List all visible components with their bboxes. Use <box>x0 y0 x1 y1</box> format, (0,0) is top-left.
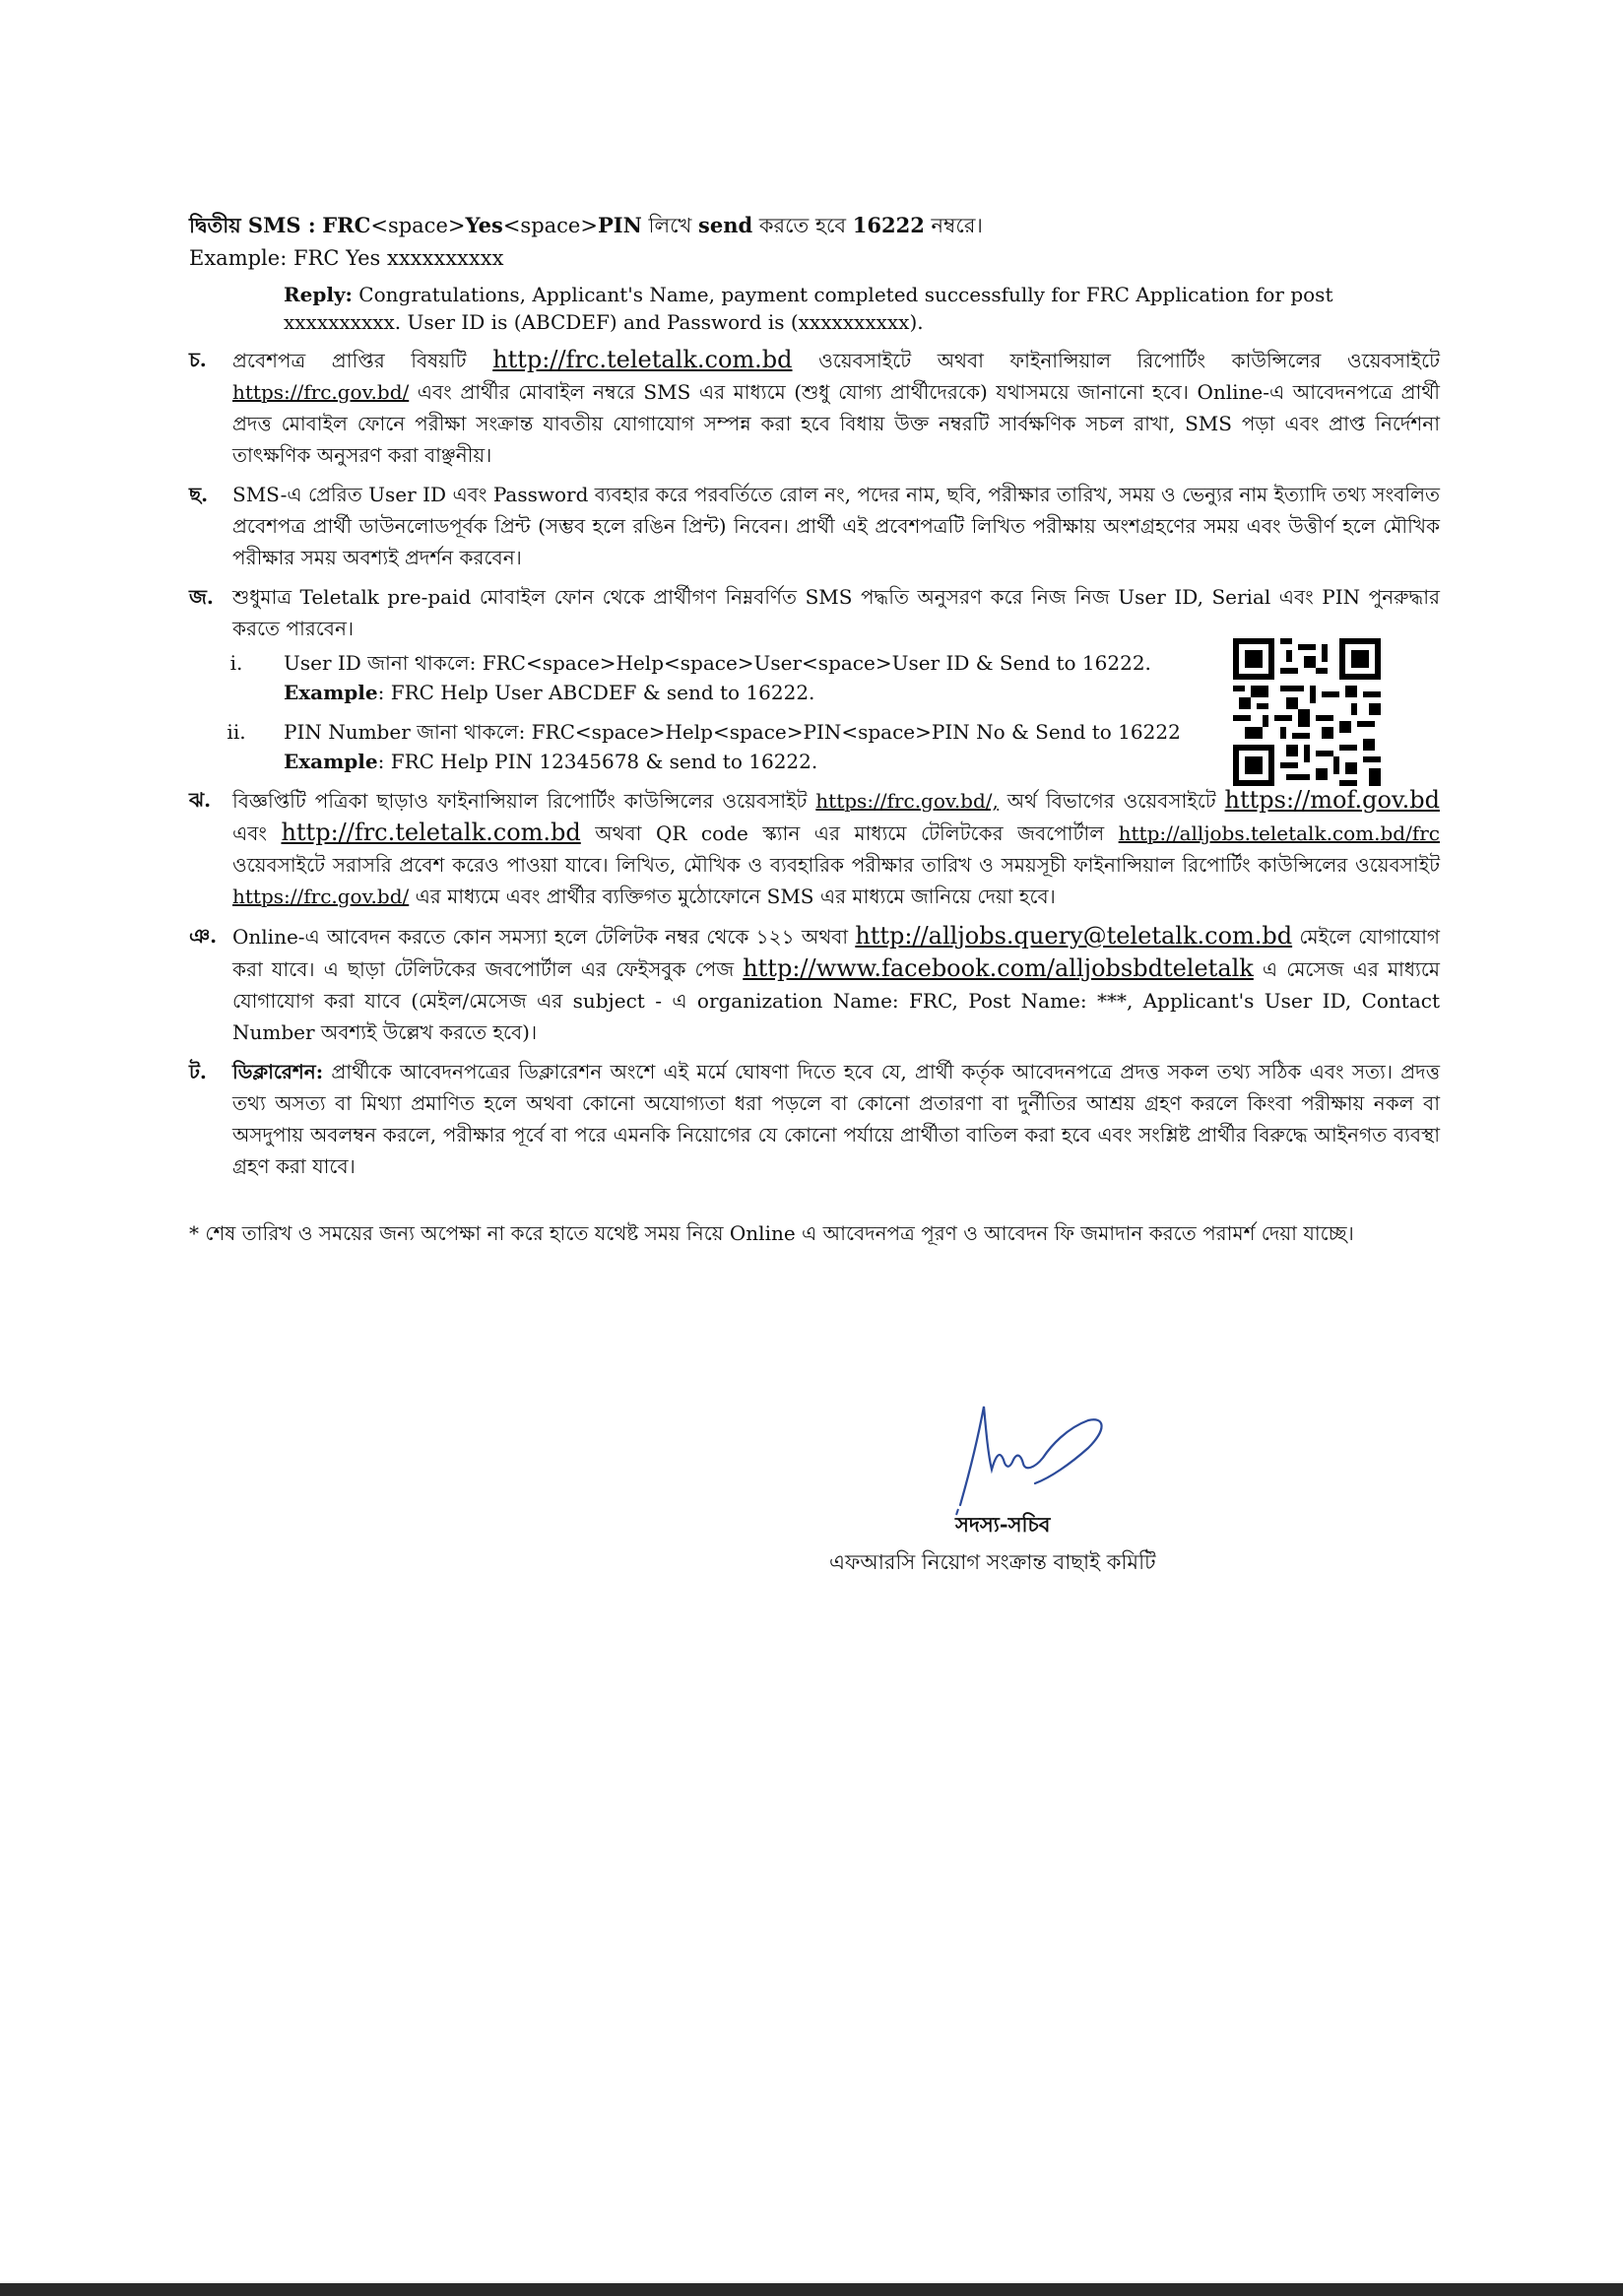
signer-title: সদস্য-সচিব <box>955 1512 1051 1537</box>
scan-edge-bar <box>0 2283 1623 2296</box>
paragraph-label: ঝ. <box>189 788 212 812</box>
frc-gov-link[interactable]: https://frc.gov.bd/, <box>815 789 999 813</box>
handwritten-signature <box>941 1399 1128 1517</box>
reply-label: Reply: <box>284 283 353 306</box>
paragraph-cha: চ. প্রবেশপত্র প্রাপ্তির বিষয়টি http://frc.teletalk.com.bd ওয়েবসাইটে অথবা ফাইনান্সিয়াল রিপোর্টিং কাউন্সিলের ওয়েবসাইটে https://frc.gov.bd/ এবং প্রার্থীর মোবাইল নম্বরে SMS এর মাধ্যমে (শুধু যোগ্য প্রার্থীদেরকে) যথাসময়ে জানানো হবে। Online-এ আবেদনপত্রে প্রার্থী প্রদত্ত মোবাইল ফোনে পরীক্ষা সংক্রান্ত যাবতীয় যোগাযোগ সম্পন্ন করা হবে বিধায় উক্ত নম্বরটি সার্বক্ষণিক সচল রাখা, SMS পড়া এবং প্রাপ্ত নির্দেশনা তাৎক্ষণিক অনুসরণ করা বাঞ্ছনীয়। <box>189 344 1440 471</box>
list-item: ii. PIN Number জানা থাকলে: FRC<space>Help<space>PIN<space>PIN No & Send to 16222 Example: FRC Help PIN 12345678 & send to 16222. <box>227 720 1181 773</box>
paragraph-label: ছ. <box>189 483 209 506</box>
paragraph-label: জ. <box>189 585 214 609</box>
second-sms-line: দ্বিতীয় SMS : FRC<space>Yes<space>PIN লিখে send করতে হবে 16222 নম্বরে। <box>189 213 983 237</box>
teletalk-link[interactable]: http://frc.teletalk.com.bd <box>281 819 581 846</box>
signer-organization: এফআরসি নিয়োগ সংক্রান্ত বাছাই কমিটি <box>829 1550 1156 1574</box>
paragraph-chha: ছ. SMS-এ প্রেরিত User ID এবং Password ব্যবহার করে পরবর্তিতে রোল নং, পদের নাম, ছবি, পরীক্ষার তারিখ, সময় ও ভেন্যুর নাম ইত্যাদি তথ্য সংবলিত প্রবেশপত্র প্রার্থী ডাউনলোডপূর্বক প্রিন্ট (সম্ভব হলে রঙিন প্রিন্ট) নিবেন। প্রার্থী এই প্রবেশপত্রটি লিখিত পরীক্ষায় অংশগ্রহণের সময় এবং উত্তীর্ণ হলে মৌখিক পরীক্ষার সময় অবশ্যই প্রদর্শন করবেন। <box>189 479 1440 573</box>
alljobs-frc-link[interactable]: http://alljobs.teletalk.com.bd/frc <box>1118 821 1440 845</box>
frc-gov-link[interactable]: https://frc.gov.bd/ <box>232 885 410 908</box>
second-sms-label: দ্বিতীয় SMS : <box>189 213 316 237</box>
document-body <box>189 209 1440 1249</box>
paragraph-nya: ঞ. Online-এ আবেদন করতে কোন সমস্যা হলে টেলিটক নম্বর থেকে ১২১ অথবা http://alljobs.query@teletalk.com.bd মেইলে যোগাযোগ করা যাবে। এ ছাড়া টেলিটকের জবপোর্টাল এর ফেইসবুক পেজ http://www.facebook.com/alljobsbdteletalk এ মেসেজ এর মাধ্যমে যোগাযোগ করা যাবে (মেইল/মেসেজ এর subject - এ organization Name: FRC, Post Name: ***, Applicant's User ID, Contact Number অবশ্যই উল্লেখ করতে হবে)। <box>189 920 1440 1048</box>
qr-code-icon[interactable] <box>1233 638 1381 786</box>
paragraph-label: ট. <box>189 1060 207 1083</box>
reply-text: Congratulations, Applicant's Name, payment completed successfully for FRC Application for post xxxxxxxxxx. User ID is (ABCDEF) and Password is (xxxxxxxxxx). <box>284 283 1333 334</box>
deadline-note: * শেষ তারিখ ও সময়ের জন্য অপেক্ষা না করে হাতে যথেষ্ট সময় নিয়ে Online এ আবেদনপত্র পূরণ ও আবেদন ফি জমাদান করতে পরামর্শ দেয়া যাচ্ছে। <box>189 1221 1354 1245</box>
mof-gov-link[interactable]: https://mof.gov.bd <box>1224 786 1440 814</box>
frc-gov-link[interactable]: https://frc.gov.bd/ <box>232 380 410 404</box>
recovery-sms-list <box>189 648 1440 776</box>
list-item: i. User ID জানা থাকলে: FRC<space>Help<space>User<space>User ID & Send to 16222. Example: FRC Help User ABCDEF & send to 16222. <box>229 651 1151 704</box>
paragraph-jha: ঝ. বিজ্ঞপ্তিটি পত্রিকা ছাড়াও ফাইনান্সিয়াল রিপোর্টিং কাউন্সিলের ওয়েবসাইট https://frc.gov.bd/, অর্থ বিভাগের ওয়েবসাইটে https://mof.gov.bd এবং http://frc.teletalk.com.bd অথবা QR code স্ক্যান এর মাধ্যমে টেলিটকের জবপোর্টাল http://alljobs.teletalk.com.bd/frc ওয়েবসাইটে সরাসরি প্রবেশ করেও পাওয়া যাবে। লিখিত, মৌখিক ও ব্যবহারিক পরীক্ষার তারিখ ও সময়সূচী ফাইনান্সিয়াল রিপোর্টিং কাউন্সিলের ওয়েবসাইট https://frc.gov.bd/ এর মাধ্যমে এবং প্রার্থীর ব্যক্তিগত মুঠোফোনে SMS এর মাধ্যমে জানিয়ে দেয়া হবে। <box>189 784 1440 912</box>
paragraph-ja: জ. শুধুমাত্র Teletalk pre-paid মোবাইল ফোন থেকে প্রার্থীগণ নিম্নবর্ণিত SMS পদ্ধতি অনুসরণ করে নিজ নিজ User ID, Serial এবং PIN পুনরুদ্ধার করতে পারবেন। <box>189 581 1440 644</box>
example-line: Example: FRC Yes xxxxxxxxxx <box>189 246 504 270</box>
paragraph-ta: ট. ডিক্লারেশন: প্রার্থীকে আবেদনপত্রের ডিক্লারেশন অংশে এই মর্মে ঘোষণা দিতে হবে যে, প্রার্থী কর্তৃক আবেদনপত্রে প্রদত্ত সকল তথ্য সঠিক এবং সত্য। প্রদত্ত তথ্য অসত্য বা মিথ্যা প্রমাণিত হলে অথবা কোনো অযোগ্যতা ধরা পড়লে বা কোনো প্রতারণা বা দুর্নীতির আশ্রয় গ্রহণ করলে কিংবা পরীক্ষায় নকল বা অসদুপায় অবলম্বন করলে, পরীক্ষার পূর্বে বা পরে এমনকি নিয়োগের যে কোনো পর্যায়ে প্রার্থীতা বাতিল করা হবে এবং সংশ্লিষ্ট প্রার্থীর বিরুদ্ধে আইনগত ব্যবস্থা গ্রহণ করা যাবে। <box>189 1056 1440 1182</box>
declaration-heading: ডিক্লারেশন: <box>232 1060 324 1083</box>
alljobs-query-email-link[interactable]: http://alljobs.query@teletalk.com.bd <box>855 922 1293 950</box>
teletalk-link[interactable]: http://frc.teletalk.com.bd <box>492 346 793 373</box>
paragraph-label: চ. <box>189 348 207 371</box>
facebook-page-link[interactable]: http://www.facebook.com/alljobsbdteletalk <box>743 954 1254 982</box>
reply-block <box>284 281 1440 336</box>
paragraph-label: ঞ. <box>189 924 218 948</box>
